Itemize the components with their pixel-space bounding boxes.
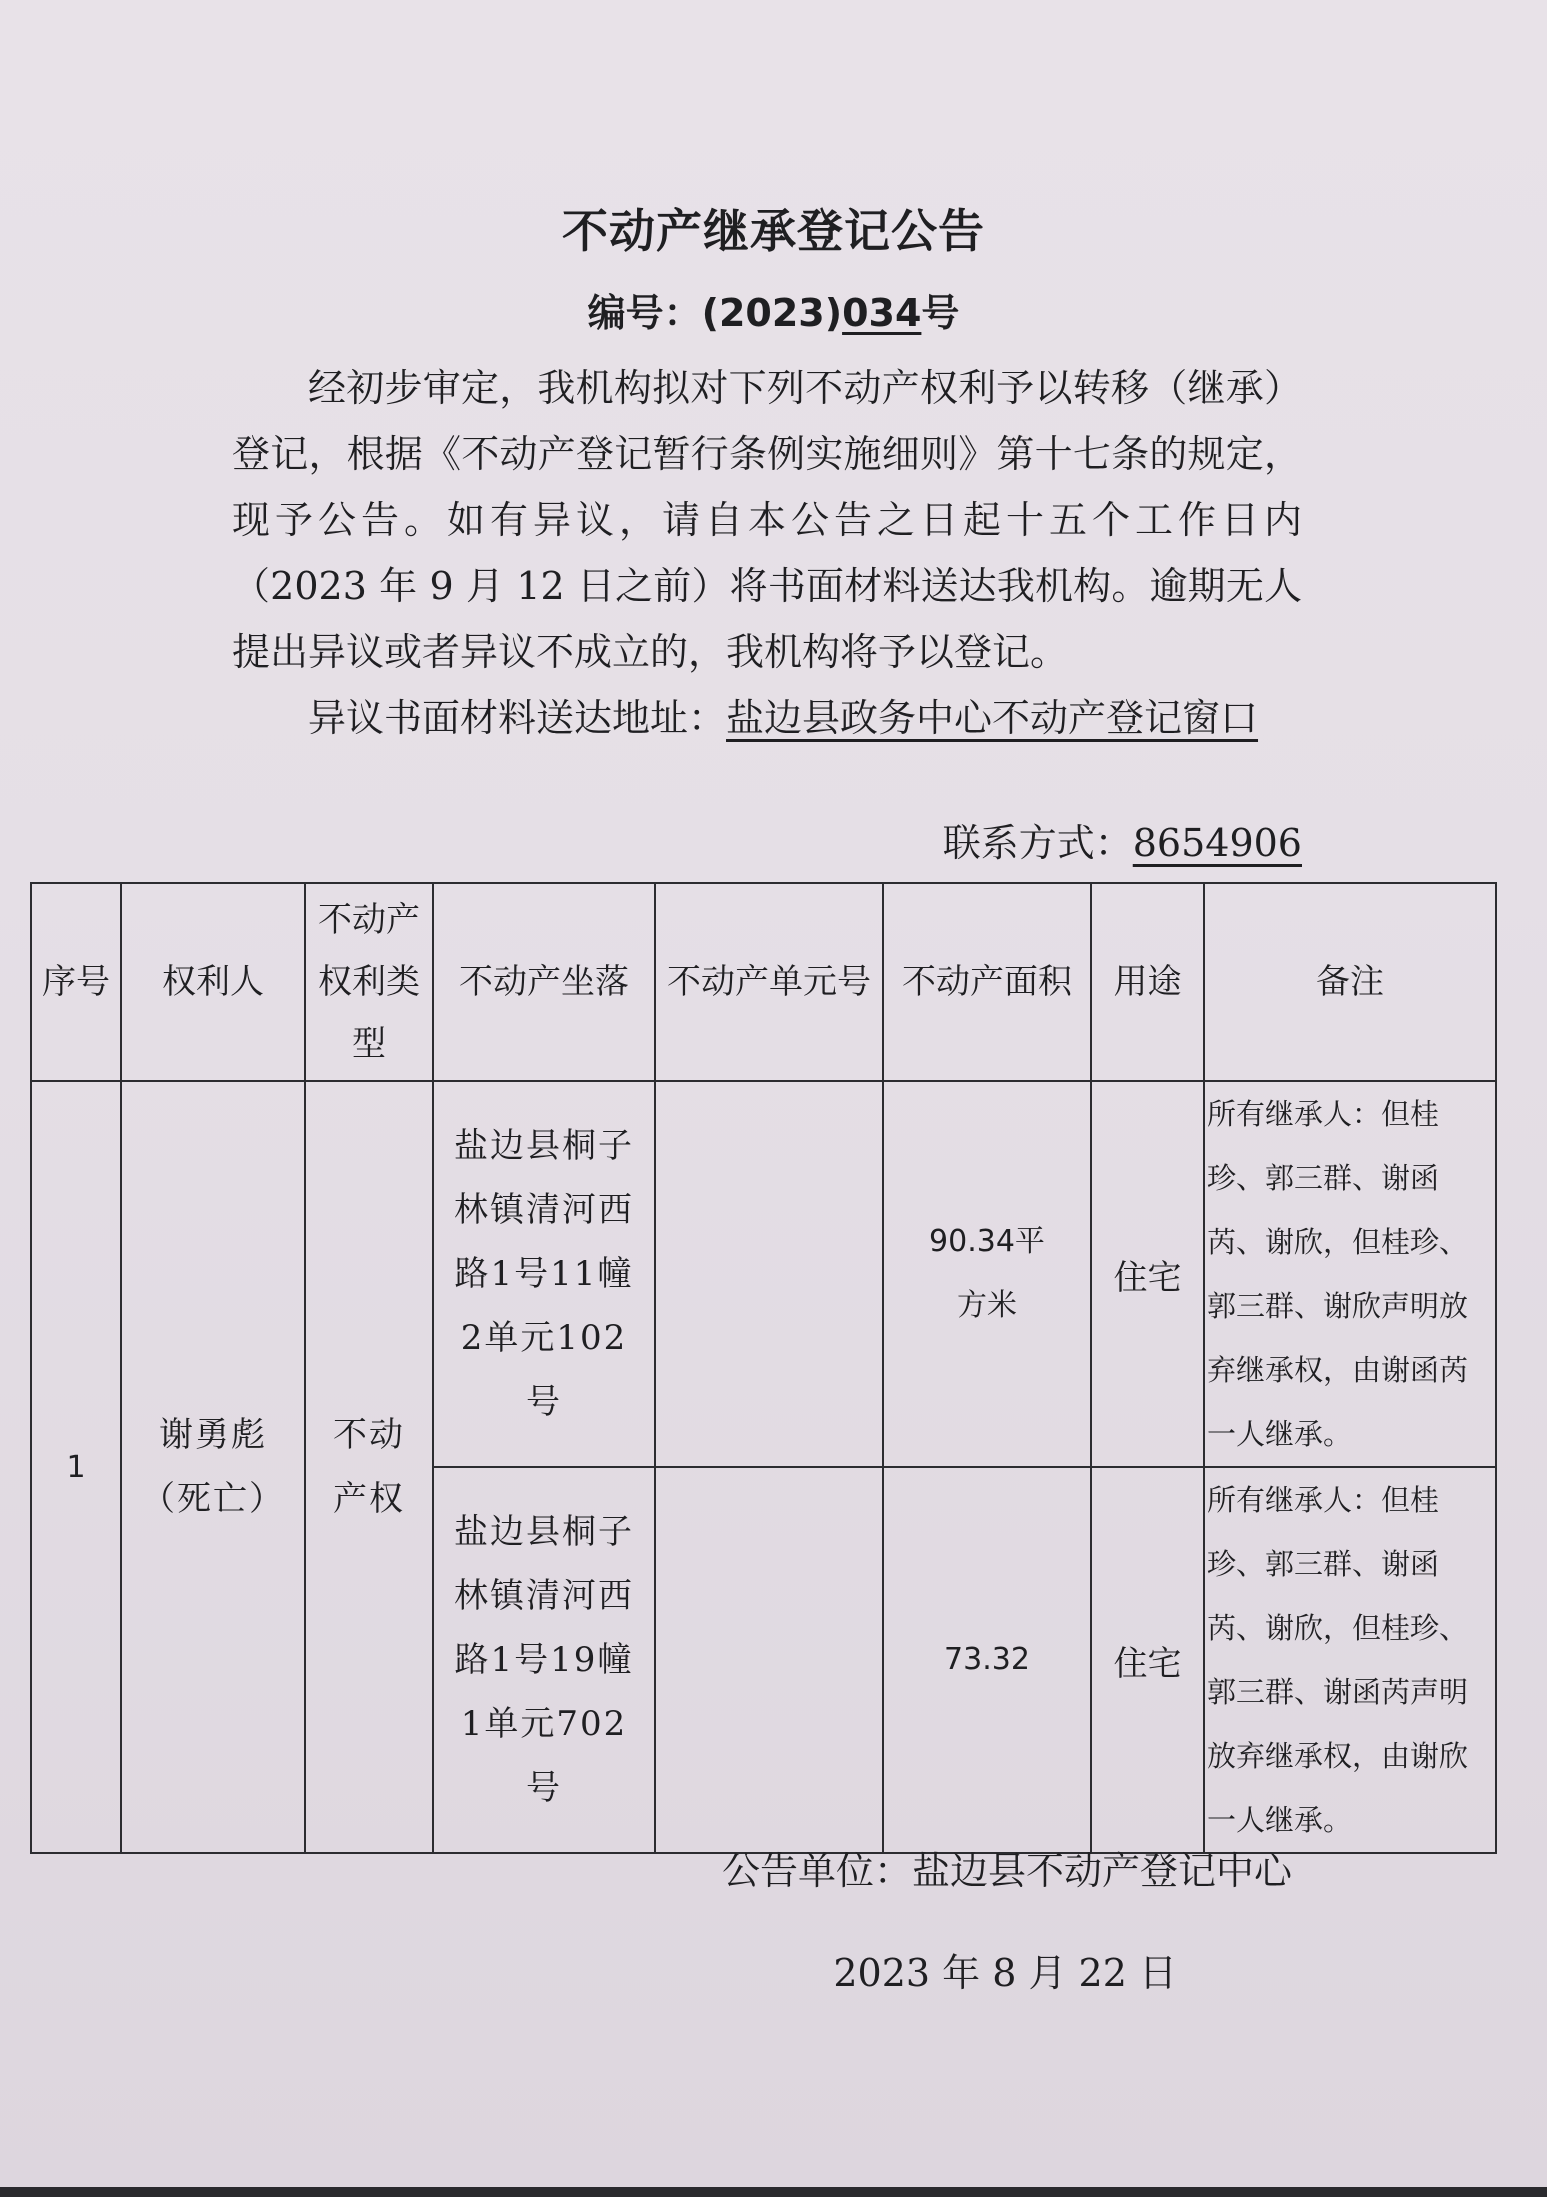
doc-number-value: 034 (842, 291, 922, 335)
notice-title: 不动产继承登记公告 (562, 204, 985, 258)
cell-location: 盐边县桐子林镇清河西路1号19幢1单元702号 (433, 1467, 655, 1853)
cell-use: 住宅 (1091, 1467, 1204, 1853)
cell-remark: 所有继承人：但桂珍、郭三群、谢函芮、谢欣，但桂珍、郭三群、谢函芮声明放弃继承权，由谢欣一人继承。 (1204, 1467, 1496, 1853)
cell-area: 73.32 (883, 1467, 1091, 1853)
contact-line (943, 812, 1302, 867)
page-bottom-edge (0, 2187, 1547, 2197)
header-use: 用途 (1091, 883, 1204, 1081)
cell-area: 90.34平方米 (883, 1081, 1091, 1467)
issuer-line: 公告单位：盐边县不动产登记中心 (721, 1849, 1292, 1893)
cell-remark: 所有继承人：但桂珍、郭三群、谢函芮、谢欣，但桂珍、郭三群、谢欣声明放弃继承权，由谢函芮一人继承。 (1204, 1081, 1496, 1467)
notice-body (232, 355, 1302, 751)
address-label: 异议书面材料送达地址： (308, 696, 727, 740)
header-location: 不动产坐落 (433, 883, 655, 1081)
header-remark: 备注 (1204, 883, 1496, 1081)
cell-use: 住宅 (1091, 1081, 1204, 1467)
contact-value: 8654906 (1132, 821, 1302, 865)
address-value: 盐边县政务中心不动产登记窗口 (726, 696, 1259, 740)
header-seq: 序号 (31, 883, 121, 1081)
header-area: 不动产面积 (883, 883, 1091, 1081)
doc-number-suffix: 号 (921, 291, 960, 335)
property-table (30, 882, 1497, 1854)
contact-label: 联系方式： (942, 821, 1133, 865)
header-right-type: 不动产权利类型 (305, 883, 433, 1081)
document-number (0, 282, 1547, 337)
doc-number-prefix: 编号：(2023) (587, 291, 843, 335)
issue-date: 2023 年 8 月 22 日 (833, 1951, 1177, 1995)
header-owner: 权利人 (121, 883, 305, 1081)
table-header-row (31, 883, 1496, 1081)
cell-owner: 谢勇彪（死亡） (121, 1081, 305, 1853)
notice-paragraph-1: 经初步审定，我机构拟对下列不动产权利予以转移（继承）登记，根据《不动产登记暂行条例实施细则》第十七条的规定，现予公告。如有异议，请自本公告之日起十五个工作日内（2023 年 9 月 12 日之前）将书面材料送达我机构。逾期无人提出异议或者异议不成立的，我机构将予以登记。 (232, 366, 1302, 674)
cell-seq: 1 (31, 1081, 121, 1853)
cell-unit-no (655, 1467, 883, 1853)
header-unit-no: 不动产单元号 (655, 883, 883, 1081)
cell-location: 盐边县桐子林镇清河西路1号11幢2单元102号 (433, 1081, 655, 1467)
cell-unit-no (655, 1081, 883, 1467)
notice-paragraph-2 (232, 685, 1302, 751)
table-row (31, 1081, 1496, 1467)
cell-right-type: 不动产权 (305, 1081, 433, 1853)
